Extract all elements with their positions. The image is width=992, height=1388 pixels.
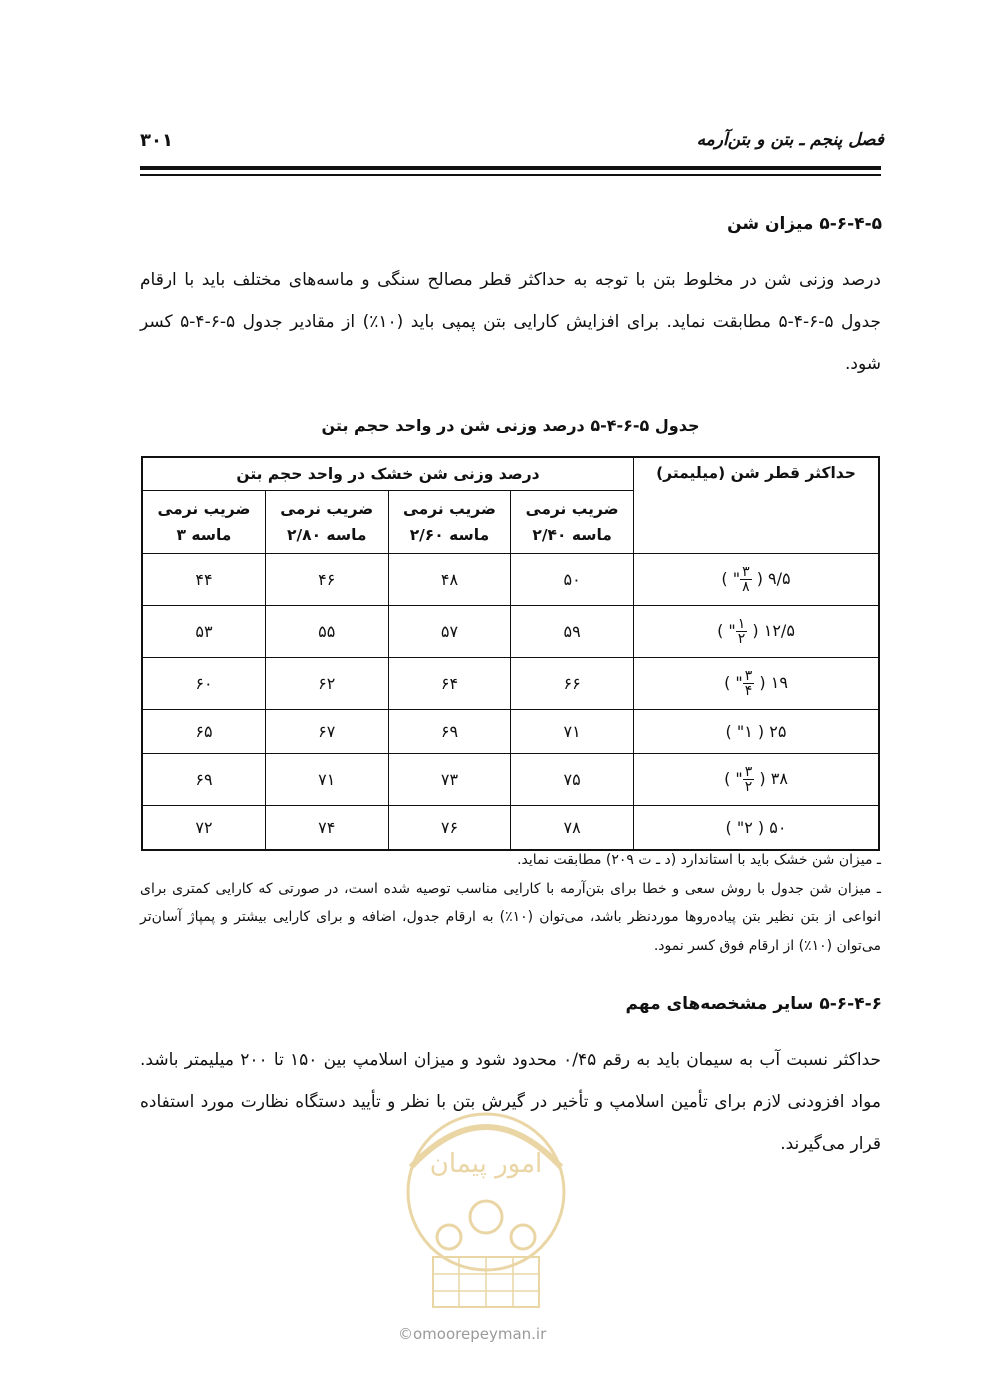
- cell-gravel-percent: ۴۴: [142, 554, 265, 606]
- fraction-numerator: ۳: [744, 668, 753, 684]
- fraction-numerator: ۳: [742, 564, 750, 580]
- subheader-line1: ضریب نرمی: [157, 500, 251, 518]
- size-mm: ۳۸: [770, 769, 788, 788]
- fraction-numerator: ۳: [744, 764, 753, 780]
- cell-gravel-percent: ۵۷: [388, 606, 511, 658]
- size-mm: ۱۲/۵: [763, 621, 795, 640]
- cell-gravel-percent: ۵۵: [265, 606, 388, 658]
- watermark-url-text: omoorepeyman.ir: [413, 1325, 547, 1343]
- cell-gravel-percent: ۷۱: [265, 754, 388, 806]
- column-header-fineness-3: [265, 491, 388, 554]
- cell-max-size: ۹/۵ ( $\frac{۳}{۸}$ " ): [634, 554, 880, 606]
- subheader-line2: ماسه ۲/۸۰: [286, 526, 367, 544]
- fraction-denominator: ۸: [742, 579, 750, 595]
- size-mm: ۵۰: [769, 817, 787, 837]
- table-row: [142, 658, 879, 710]
- cell-gravel-percent: ۴۶: [265, 554, 388, 606]
- cell-gravel-percent: ۷۶: [388, 806, 511, 850]
- logo-gear-icon: [470, 1201, 502, 1233]
- subheader-line1: ضریب نرمی: [525, 500, 619, 518]
- subheader-line1: ضریب نرمی: [280, 500, 374, 518]
- table-row: [142, 754, 879, 806]
- cell-gravel-percent: ۶۴: [388, 658, 511, 710]
- cell-gravel-percent: ۷۲: [142, 806, 265, 850]
- copyright-icon: ©: [398, 1325, 413, 1343]
- cell-gravel-percent: ۷۴: [265, 806, 388, 850]
- section-heading-gravel: ۵-۶-۴-۵ میزان شن: [727, 214, 882, 234]
- size-inch: ۱: [744, 722, 753, 741]
- column-header-fineness-2: [388, 491, 511, 554]
- column-header-fineness-1: [511, 491, 634, 554]
- table-notes: [140, 846, 881, 960]
- fraction-denominator: ۴: [744, 683, 753, 699]
- page-number: ۳۰۱: [140, 130, 173, 151]
- gravel-percentage-table: [141, 456, 880, 851]
- note-item: ـ میزان شن خشک باید با استاندارد (د ـ ت ۲۰۹) مطابقت نماید.: [517, 852, 881, 868]
- table-row: [142, 606, 879, 658]
- table-row: [142, 554, 879, 606]
- column-header-fineness-4: [142, 491, 265, 554]
- section-paragraph-gravel: درصد وزنی شن در مخلوط بتن با توجه به حداکثر قطر مصالح سنگی و ماسه‌های مختلف باید با ارقام جدول ۵-۶-۴-۵ مطابقت نماید. برای افزایش کارایی بتن پمپی باید (۱۰٪) از مقادیر جدول ۵-۶-۴-۵ کسر شود.: [140, 270, 881, 374]
- table-body: [142, 554, 879, 850]
- cell-gravel-percent: ۶۷: [265, 710, 388, 754]
- column-group-header: درصد وزنی شن خشک در واحد حجم بتن: [142, 457, 634, 491]
- logo-scale-icon: [437, 1225, 461, 1249]
- size-inch-fraction: [736, 617, 748, 646]
- size-inch-fraction: [743, 669, 755, 698]
- size-inch: ۲: [744, 817, 753, 837]
- watermark-logo: [371, 1097, 601, 1317]
- section-heading-other-specs: ۵-۶-۴-۶ سایر مشخصه‌های مهم: [625, 994, 882, 1014]
- cell-max-size: ۲۵ ( ۱" ): [634, 710, 880, 754]
- cell-max-size: ۱۲/۵ ( $\frac{۱}{۲}$ " ): [634, 606, 880, 658]
- cell-gravel-percent: ۶۵: [142, 710, 265, 754]
- table-caption: جدول ۵-۶-۴-۵ درصد وزنی شن در واحد حجم بتن: [321, 416, 700, 435]
- cell-gravel-percent: ۶۰: [142, 658, 265, 710]
- note-item: ـ میزان شن جدول با روش سعی و خطا برای بتن‌آرمه با کارایی مناسب توصیه شده است، در صورتی که کارایی کمتری برای انواعی از بتن نظیر بتن پیاده‌روها موردنظر باشد، می‌توان (۱۰٪) به ارقام جدول، اضافه و برای کارایی بیشتر و پمپاژ آسان‌تر می‌توان (۱۰٪) از ارقام فوق کسر نمود.: [140, 880, 881, 954]
- cell-gravel-percent: ۶۲: [265, 658, 388, 710]
- table-row: [142, 710, 879, 754]
- cell-gravel-percent: ۴۸: [388, 554, 511, 606]
- size-inch-fraction: [743, 765, 755, 794]
- subheader-line1: ضریب نرمی: [402, 500, 496, 518]
- cell-max-size: ۵۰ ( ۲" ): [634, 806, 880, 850]
- size-mm: ۲۵: [769, 722, 787, 741]
- logo-crane-icon: [511, 1225, 535, 1249]
- cell-gravel-percent: ۶۹: [388, 710, 511, 754]
- logo-outer-ring: [408, 1114, 564, 1270]
- chapter-title: فصل پنجم ـ بتن و بتن‌آرمه: [696, 130, 884, 150]
- cell-gravel-percent: ۷۳: [388, 754, 511, 806]
- cell-gravel-percent: ۶۶: [511, 658, 634, 710]
- cell-gravel-percent: ۷۸: [511, 806, 634, 850]
- subheader-line2: ماسه ۲/۶۰: [409, 526, 490, 544]
- size-inch-fraction: [740, 565, 752, 594]
- size-mm: ۹/۵: [768, 569, 791, 588]
- logo-lettering: امور پیمان: [429, 1149, 543, 1179]
- cell-gravel-percent: ۵۰: [511, 554, 634, 606]
- cell-gravel-percent: ۷۱: [511, 710, 634, 754]
- header-rule-thin: [140, 174, 881, 176]
- fraction-denominator: ۲: [737, 631, 746, 647]
- cell-gravel-percent: ۶۹: [142, 754, 265, 806]
- section-paragraph-other-specs: حداکثر نسبت آب به سیمان باید به رقم ۰/۴۵ محدود شود و میزان اسلامپ بین ۱۵۰ تا ۲۰۰ میلیمتر باشد. مواد افزودنی لازم برای تأمین اسلامپ و تأخیر در گیرش بتن با نظر و تأیید دستگاه نظارت مورد استفاده قرار می‌گیرند.: [140, 1050, 882, 1154]
- subheader-line2: ماسه ۳: [176, 526, 232, 544]
- column-header-max-size: حداکثر قطر شن (میلیمتر): [634, 457, 880, 554]
- fraction-numerator: ۱: [737, 616, 746, 632]
- table-row: [142, 806, 879, 850]
- cell-max-size: ۳۸ ( $\frac{۳}{۲}$ " ): [634, 754, 880, 806]
- fraction-denominator: ۲: [744, 779, 753, 795]
- cell-gravel-percent: ۵۳: [142, 606, 265, 658]
- subheader-line2: ماسه ۲/۴۰: [532, 526, 612, 544]
- watermark-url: [398, 1325, 598, 1343]
- header-rule-thick: [140, 166, 881, 170]
- size-mm: ۱۹: [770, 673, 788, 692]
- cell-max-size: ۱۹ ( $\frac{۳}{۴}$ " ): [634, 658, 880, 710]
- cell-gravel-percent: ۵۹: [511, 606, 634, 658]
- cell-gravel-percent: ۷۵: [511, 754, 634, 806]
